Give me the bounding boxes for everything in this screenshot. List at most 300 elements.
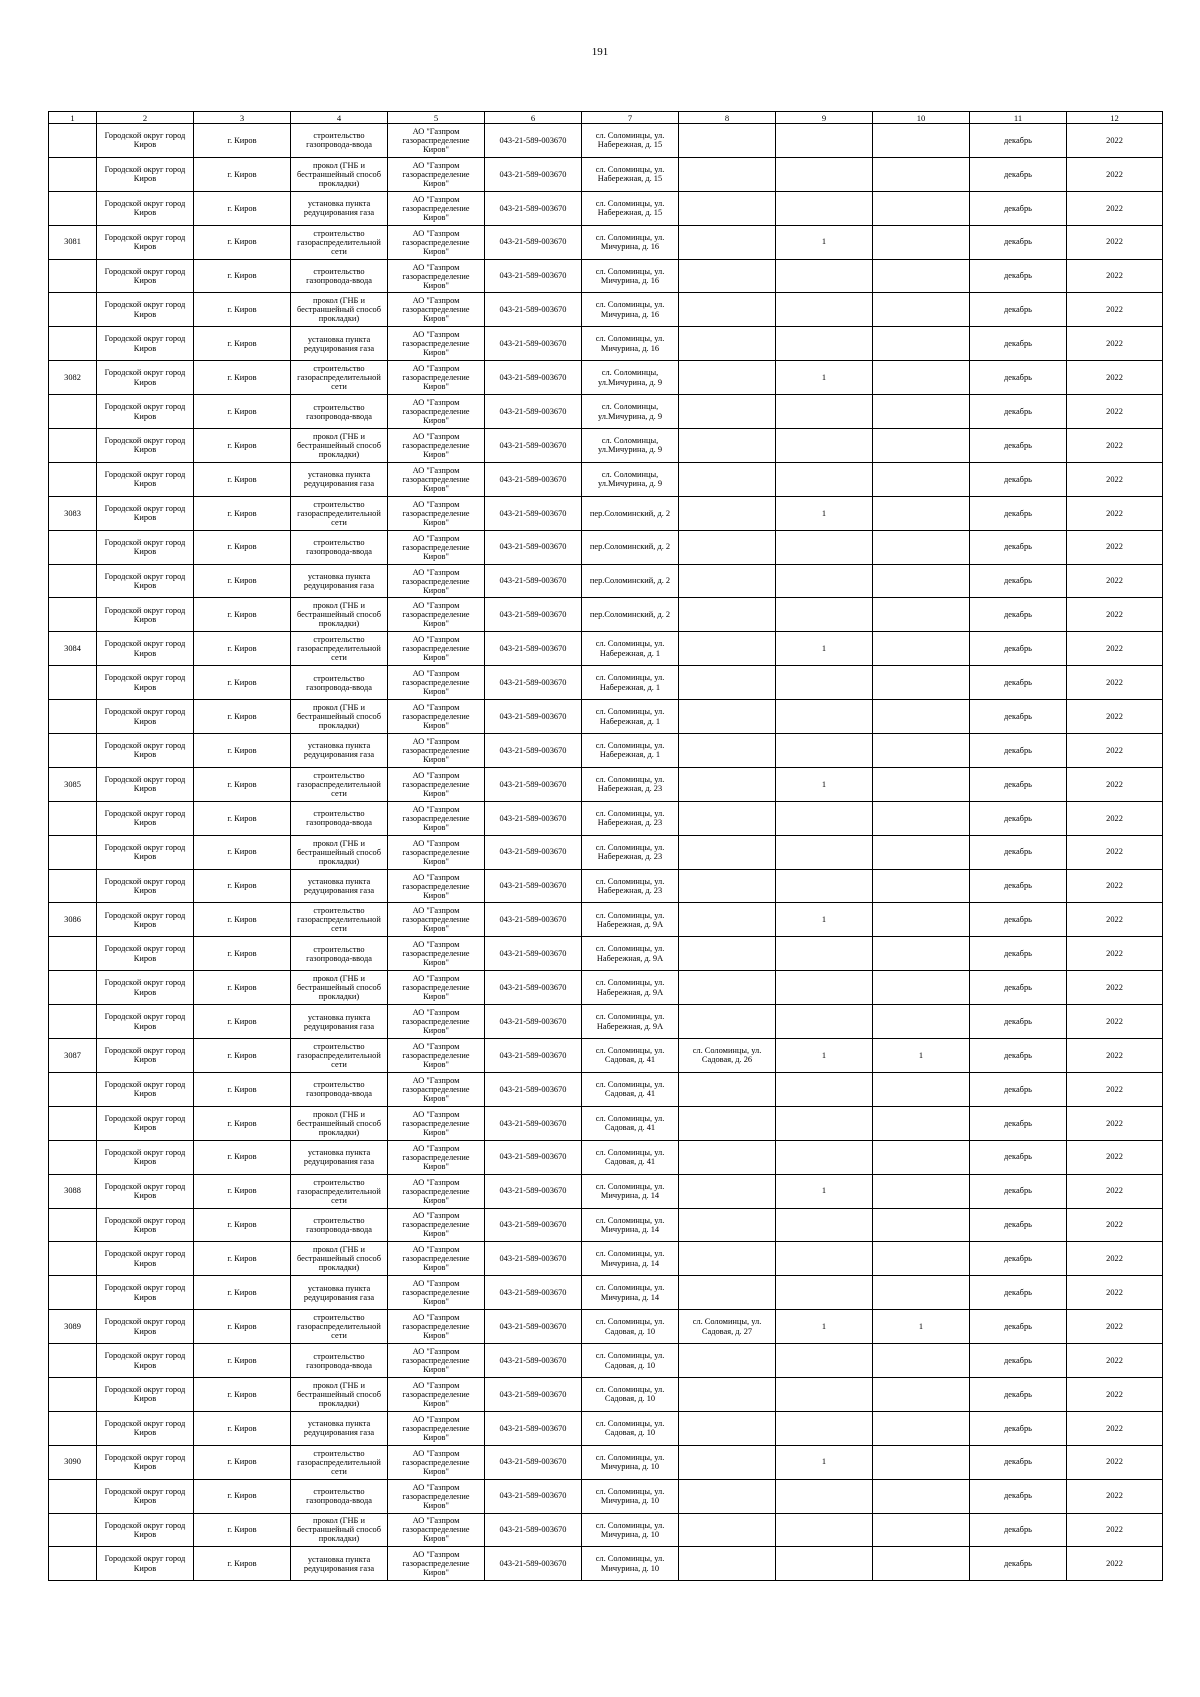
table-cell-col-5 (388, 1547, 485, 1581)
table-row (49, 429, 1163, 463)
cell-text: 043-21-589-003670 (499, 644, 567, 654)
table-row (49, 1377, 1163, 1411)
table-cell-col-5 (388, 1310, 485, 1344)
cell-text: декабрь (1004, 1389, 1032, 1399)
table-row (49, 496, 1163, 530)
cell-text: сл. Соломинцы, ул. Набережная, д. 9А (595, 944, 665, 963)
cell-text: 1 (821, 237, 827, 247)
table-cell-col-10 (873, 462, 970, 496)
table-cell-col-3 (194, 361, 291, 395)
table-row (49, 869, 1163, 903)
table-cell-col-3 (194, 1411, 291, 1445)
cell-text: АО "Газпром газораспределение Киров" (402, 601, 470, 629)
table-cell-col-12 (1067, 1242, 1163, 1276)
table-cell-col-4 (291, 191, 388, 225)
table-cell-col-12 (1067, 1344, 1163, 1378)
table-cell-col-3 (194, 1310, 291, 1344)
cell-text: строительство газораспределительной сети (297, 364, 381, 392)
table-cell-col-10 (873, 1140, 970, 1174)
cell-text: АО "Газпром газораспределение Киров" (402, 635, 470, 663)
cell-text: декабрь (1004, 237, 1032, 247)
column-header-3: 3 (194, 112, 291, 124)
table-cell-col-11 (970, 1208, 1067, 1242)
table-cell-col-9 (776, 1106, 873, 1140)
table-cell-col-5 (388, 530, 485, 564)
cell-text: декабрь (1004, 1355, 1032, 1365)
cell-text: Городской округ город Киров (104, 1215, 186, 1234)
cell-text: Городской округ город Киров (104, 1147, 186, 1167)
table-cell-col-3 (194, 1445, 291, 1479)
table-row (49, 1106, 1163, 1140)
table-cell-col-10 (873, 1174, 970, 1208)
table-cell-col-5 (388, 903, 485, 937)
cell-text: 2022 (1106, 135, 1123, 145)
cell-text: декабрь (1004, 440, 1032, 450)
cell-text: АО "Газпром газораспределение Киров" (402, 1550, 470, 1578)
table-cell-col-1 (49, 1072, 97, 1106)
table-cell-col-11 (970, 1310, 1067, 1344)
cell-text: сл. Соломинцы, ул. Набережная, д. 1 (595, 673, 665, 692)
table-cell-col-2 (97, 1174, 194, 1208)
cell-text: 043-21-589-003670 (499, 1423, 567, 1433)
table-row (49, 971, 1163, 1005)
table-cell-col-12 (1067, 327, 1163, 361)
cell-text: г. Киров (227, 1423, 257, 1433)
table-row (49, 293, 1163, 327)
table-cell-col-7 (582, 1513, 679, 1547)
cell-text: Городской округ город Киров (104, 842, 186, 862)
table-row (49, 361, 1163, 395)
table-cell-col-8 (679, 1072, 776, 1106)
table-cell-col-7 (582, 1547, 679, 1581)
table-cell-col-12 (1067, 124, 1163, 158)
cell-text: сл. Соломинцы, ул. Садовая, д. 41 (595, 1113, 665, 1133)
table-cell-col-4 (291, 1140, 388, 1174)
table-cell-col-8 (679, 225, 776, 259)
cell-text: сл. Соломинцы, ул. Набережная, д. 23 (595, 842, 665, 862)
table-cell-col-8 (679, 903, 776, 937)
table-row (49, 1140, 1163, 1174)
table-cell-col-3 (194, 801, 291, 835)
table-cell-col-7 (582, 1242, 679, 1276)
table-cell-col-2 (97, 124, 194, 158)
cell-text: Городской округ город Киров (104, 1283, 186, 1302)
cell-text: АО "Газпром газораспределение Киров" (402, 398, 470, 426)
table-cell-col-1 (49, 666, 97, 700)
table-cell-col-8 (679, 1445, 776, 1479)
table-cell-col-8 (679, 767, 776, 801)
table-cell-col-9 (776, 1072, 873, 1106)
cell-text: сл. Соломинцы, ул. Мичурина, д. 14 (595, 1215, 665, 1234)
cell-text: сл. Соломинцы, ул.Мичурина, д. 9 (597, 436, 663, 455)
cell-text: декабрь (1004, 1050, 1032, 1060)
table-cell-col-9 (776, 801, 873, 835)
table-cell-col-5 (388, 734, 485, 768)
cell-text: г. Киров (227, 1389, 257, 1399)
cell-text: декабрь (1004, 949, 1032, 959)
table-cell-col-5 (388, 327, 485, 361)
table-cell-col-12 (1067, 1411, 1163, 1445)
cell-text: декабрь (1004, 745, 1032, 755)
table-cell-col-2 (97, 327, 194, 361)
cell-text: 3082 (64, 372, 81, 382)
cell-text: 3085 (64, 779, 81, 789)
table-cell-col-10 (873, 1276, 970, 1310)
cell-text: строительство газопровода-ввода (306, 538, 372, 557)
table-cell-col-11 (970, 124, 1067, 158)
table-cell-col-4 (291, 869, 388, 903)
cell-text: 2022 (1106, 1050, 1123, 1060)
cell-text: 2022 (1106, 610, 1123, 620)
table-cell-col-10 (873, 361, 970, 395)
table-cell-col-2 (97, 937, 194, 971)
table-cell-col-10 (873, 903, 970, 937)
table-cell-col-9 (776, 564, 873, 598)
table-cell-col-2 (97, 734, 194, 768)
cell-text: г. Киров (227, 677, 257, 687)
cell-text: Городской округ город Киров (104, 469, 186, 489)
table-cell-col-10 (873, 1208, 970, 1242)
table-cell-col-7 (582, 971, 679, 1005)
cell-text: сл. Соломинцы, ул. Садовая, д. 27 (692, 1317, 762, 1336)
table-cell-col-4 (291, 801, 388, 835)
cell-text: прокол (ГНБ и бестраншейный способ прокладки) (296, 703, 382, 731)
table-cell-col-3 (194, 429, 291, 463)
table-cell-col-11 (970, 1242, 1067, 1276)
column-header-8: 8 (679, 112, 776, 124)
cell-text: Городской округ город Киров (104, 503, 186, 523)
table-cell-col-4 (291, 1072, 388, 1106)
cell-text: 2022 (1106, 576, 1123, 586)
table-cell-col-11 (970, 1039, 1067, 1073)
cell-text: декабрь (1004, 813, 1032, 823)
table-cell-col-1 (49, 1174, 97, 1208)
cell-text: строительство газопровода-ввода (306, 1080, 372, 1099)
table-cell-col-7 (582, 1039, 679, 1073)
table-cell-col-4 (291, 530, 388, 564)
cell-text: г. Киров (227, 881, 257, 891)
table-cell-col-1 (49, 157, 97, 191)
cell-text: 2022 (1106, 1389, 1123, 1399)
table-cell-col-1 (49, 632, 97, 666)
table-cell-col-12 (1067, 937, 1163, 971)
table-cell-col-6 (485, 1411, 582, 1445)
cell-text: декабрь (1004, 305, 1032, 315)
cell-text: сл. Соломинцы, ул. Набережная, д. 9А (595, 910, 665, 929)
table-cell-col-2 (97, 1242, 194, 1276)
cell-text: прокол (ГНБ и бестраншейный способ прокладки) (296, 431, 382, 459)
cell-text: Городской округ город Киров (104, 910, 186, 929)
cell-text: 043-21-589-003670 (499, 1457, 567, 1467)
table-cell-col-6 (485, 225, 582, 259)
table-cell-col-1 (49, 903, 97, 937)
cell-text: строительство газопровода-ввода (306, 944, 372, 963)
table-cell-col-11 (970, 1547, 1067, 1581)
cell-text: 3090 (64, 1457, 81, 1467)
table-cell-col-9 (776, 632, 873, 666)
table-cell-col-10 (873, 225, 970, 259)
table-cell-col-2 (97, 1140, 194, 1174)
table-cell-col-11 (970, 462, 1067, 496)
cell-text: декабрь (1004, 576, 1032, 586)
table-cell-col-11 (970, 530, 1067, 564)
table-row (49, 1242, 1163, 1276)
column-header-12: 12 (1067, 112, 1163, 124)
cell-text: установка пункта редуцирования газа (303, 199, 375, 218)
cell-text: АО "Газпром газораспределение Киров" (402, 669, 470, 697)
cell-text: АО "Газпром газораспределение Киров" (402, 364, 470, 392)
cell-text: декабрь (1004, 983, 1032, 992)
cell-text: АО "Газпром газораспределение Киров" (402, 703, 470, 731)
cell-text: сл. Соломинцы, ул. Садовая, д. 10 (595, 1384, 665, 1404)
table-cell-col-1 (49, 1445, 97, 1479)
table-cell-col-2 (97, 1344, 194, 1378)
cell-text: АО "Газпром газораспределение Киров" (402, 1041, 470, 1069)
table-cell-col-10 (873, 1513, 970, 1547)
table-cell-col-5 (388, 1445, 485, 1479)
table-cell-col-3 (194, 1276, 291, 1310)
cell-text: строительство газопровода-ввода (306, 1351, 372, 1370)
table-cell-col-12 (1067, 835, 1163, 869)
table-cell-col-11 (970, 361, 1067, 395)
table-cell-col-3 (194, 869, 291, 903)
table-cell-col-8 (679, 1411, 776, 1445)
cell-text: Городской округ город Киров (104, 1418, 186, 1438)
cell-text: 043-21-589-003670 (499, 881, 567, 891)
cell-text: 043-21-589-003670 (499, 406, 567, 416)
cell-text: декабрь (1004, 372, 1032, 382)
table-cell-col-3 (194, 1140, 291, 1174)
table-cell-col-7 (582, 1174, 679, 1208)
cell-text: 043-21-589-003670 (499, 915, 567, 925)
cell-text: АО "Газпром газораспределение Киров" (402, 1482, 470, 1510)
table-cell-col-5 (388, 1140, 485, 1174)
cell-text: АО "Газпром газораспределение Киров" (402, 1109, 470, 1137)
table-cell-col-5 (388, 700, 485, 734)
cell-text: строительство газопровода-ввода (306, 267, 372, 285)
cell-text: 1 (821, 915, 827, 925)
table-row (49, 191, 1163, 225)
table-row (49, 1547, 1163, 1581)
cell-text: сл. Соломинцы, ул. Садовая, д. 41 (595, 1147, 665, 1167)
table-cell-col-7 (582, 1310, 679, 1344)
cell-text: Городской округ город Киров (104, 673, 186, 692)
table-cell-col-5 (388, 835, 485, 869)
table-cell-col-2 (97, 530, 194, 564)
table-cell-col-2 (97, 598, 194, 632)
cell-text: установка пункта редуцирования газа (303, 334, 375, 353)
cell-text: сл. Соломинцы, ул. Мичурина, д. 10 (595, 1452, 665, 1472)
table-cell-col-10 (873, 530, 970, 564)
cell-text: 2022 (1106, 440, 1123, 450)
cell-text: 043-21-589-003670 (499, 372, 567, 382)
table-cell-col-2 (97, 835, 194, 869)
table-cell-col-2 (97, 1005, 194, 1039)
table-cell-col-8 (679, 1106, 776, 1140)
table-cell-col-2 (97, 395, 194, 429)
table-cell-col-6 (485, 327, 582, 361)
column-header-1: 1 (49, 112, 97, 124)
table-cell-col-11 (970, 1174, 1067, 1208)
cell-text: Городской округ город Киров (104, 1249, 186, 1268)
table-cell-col-4 (291, 971, 388, 1005)
cell-text: строительство газораспределительной сети (297, 228, 381, 256)
table-cell-col-12 (1067, 1310, 1163, 1344)
table-cell-col-12 (1067, 157, 1163, 191)
table-cell-col-1 (49, 971, 97, 1005)
cell-text: сл. Соломинцы, ул. Мичурина, д. 16 (595, 300, 665, 319)
table-cell-col-11 (970, 835, 1067, 869)
cell-text: сл. Соломинцы, ул. Набережная, д. 23 (595, 808, 665, 828)
table-cell-col-10 (873, 1344, 970, 1378)
cell-text: 2022 (1106, 677, 1123, 687)
table-row (49, 564, 1163, 598)
table-cell-col-6 (485, 971, 582, 1005)
table-cell-col-3 (194, 1344, 291, 1378)
table-cell-col-10 (873, 395, 970, 429)
table-cell-col-4 (291, 1310, 388, 1344)
table-row (49, 1276, 1163, 1310)
table-cell-col-7 (582, 1208, 679, 1242)
cell-text: декабрь (1004, 1254, 1032, 1264)
table-cell-col-2 (97, 1106, 194, 1140)
table-cell-col-6 (485, 1242, 582, 1276)
table-cell-col-1 (49, 429, 97, 463)
table-cell-col-3 (194, 734, 291, 768)
table-cell-col-11 (970, 395, 1067, 429)
table-cell-col-7 (582, 530, 679, 564)
cell-text: сл. Соломинцы, ул. Набережная, д. 1 (595, 741, 665, 760)
cell-text: декабрь (1004, 406, 1032, 416)
cell-text: АО "Газпром газораспределение Киров" (402, 872, 470, 900)
table-cell-col-1 (49, 496, 97, 530)
cell-text: 2022 (1106, 169, 1123, 179)
cell-text: 1 (821, 508, 827, 518)
table-cell-col-6 (485, 666, 582, 700)
cell-text: декабрь (1004, 1423, 1032, 1433)
table-cell-col-4 (291, 124, 388, 158)
cell-text: г. Киров (227, 1288, 257, 1298)
table-cell-col-9 (776, 1208, 873, 1242)
table-cell-col-5 (388, 1072, 485, 1106)
table-cell-col-2 (97, 767, 194, 801)
cell-text: декабрь (1004, 1321, 1032, 1331)
cell-text: Городской округ город Киров (104, 436, 186, 455)
cell-text: 2022 (1106, 915, 1123, 925)
cell-text: 2022 (1106, 1254, 1123, 1264)
cell-text: г. Киров (227, 1491, 257, 1501)
table-cell-col-9 (776, 1513, 873, 1547)
table-cell-col-2 (97, 700, 194, 734)
table-cell-col-1 (49, 1479, 97, 1513)
table-cell-col-12 (1067, 462, 1163, 496)
table-cell-col-12 (1067, 1005, 1163, 1039)
cell-text: 2022 (1106, 237, 1123, 247)
cell-text: г. Киров (227, 745, 257, 755)
table-cell-col-3 (194, 259, 291, 293)
table-cell-col-9 (776, 429, 873, 463)
cell-text: 043-21-589-003670 (499, 135, 567, 145)
column-header-7: 7 (582, 112, 679, 124)
column-header-11: 11 (970, 112, 1067, 124)
cell-text: сл. Соломинцы, ул. Набережная, д. 9А (595, 978, 665, 997)
cell-text: 3088 (64, 1186, 81, 1196)
column-header-4: 4 (291, 112, 388, 124)
table-cell-col-3 (194, 564, 291, 598)
table-cell-col-4 (291, 327, 388, 361)
table-cell-col-10 (873, 496, 970, 530)
cell-text: АО "Газпром газораспределение Киров" (402, 465, 470, 493)
table-cell-col-12 (1067, 869, 1163, 903)
cell-text: сл. Соломинцы, ул. Садовая, д. 41 (595, 1079, 665, 1099)
table-cell-col-9 (776, 361, 873, 395)
table-cell-col-3 (194, 1513, 291, 1547)
table-cell-col-2 (97, 1072, 194, 1106)
table-cell-col-10 (873, 1106, 970, 1140)
cell-text: АО "Газпром газораспределение Киров" (402, 296, 470, 324)
table-cell-col-4 (291, 1208, 388, 1242)
table-cell-col-4 (291, 1479, 388, 1513)
column-header-2: 2 (97, 112, 194, 124)
column-header-10: 10 (873, 112, 970, 124)
table-cell-col-3 (194, 1039, 291, 1073)
cell-text: г. Киров (227, 1525, 257, 1535)
cell-text: установка пункта редуцирования газа (303, 470, 375, 489)
table-row (49, 1005, 1163, 1039)
table-cell-col-6 (485, 1310, 582, 1344)
table-cell-col-11 (970, 1005, 1067, 1039)
table-cell-col-1 (49, 1276, 97, 1310)
cell-text: 043-21-589-003670 (499, 779, 567, 789)
table-cell-col-5 (388, 1344, 485, 1378)
table-cell-col-8 (679, 157, 776, 191)
table-row (49, 462, 1163, 496)
table-cell-col-8 (679, 1513, 776, 1547)
cell-text: 2022 (1106, 1355, 1123, 1365)
table-cell-col-4 (291, 225, 388, 259)
cell-text: Городской округ город Киров (104, 741, 186, 760)
cell-text: сл. Соломинцы, ул. Набережная, д. 1 (595, 707, 665, 726)
table-cell-col-3 (194, 1005, 291, 1039)
table-cell-col-3 (194, 1547, 291, 1581)
cell-text: 2022 (1106, 1423, 1123, 1433)
table-cell-col-8 (679, 1377, 776, 1411)
cell-text: 043-21-589-003670 (499, 169, 567, 179)
table-row (49, 598, 1163, 632)
table-cell-col-10 (873, 767, 970, 801)
table-cell-col-10 (873, 835, 970, 869)
cell-text: 1 (821, 1186, 827, 1196)
table-row (49, 632, 1163, 666)
table-cell-col-8 (679, 1005, 776, 1039)
cell-text: Городской округ город Киров (104, 944, 186, 963)
cell-text: 043-21-589-003670 (499, 1016, 567, 1026)
table-row (49, 327, 1163, 361)
cell-text: Городской округ город Киров (104, 334, 186, 353)
table-cell-col-10 (873, 937, 970, 971)
table-cell-col-6 (485, 835, 582, 869)
table-cell-col-1 (49, 801, 97, 835)
cell-text: декабрь (1004, 1288, 1032, 1298)
cell-text: АО "Газпром газораспределение Киров" (402, 499, 470, 527)
table-cell-col-7 (582, 395, 679, 429)
cell-text: декабрь (1004, 135, 1032, 145)
cell-text: Городской округ город Киров (104, 300, 186, 319)
cell-text: декабрь (1004, 610, 1032, 620)
cell-text: г. Киров (227, 915, 257, 925)
table-cell-col-11 (970, 632, 1067, 666)
table-row (49, 225, 1163, 259)
